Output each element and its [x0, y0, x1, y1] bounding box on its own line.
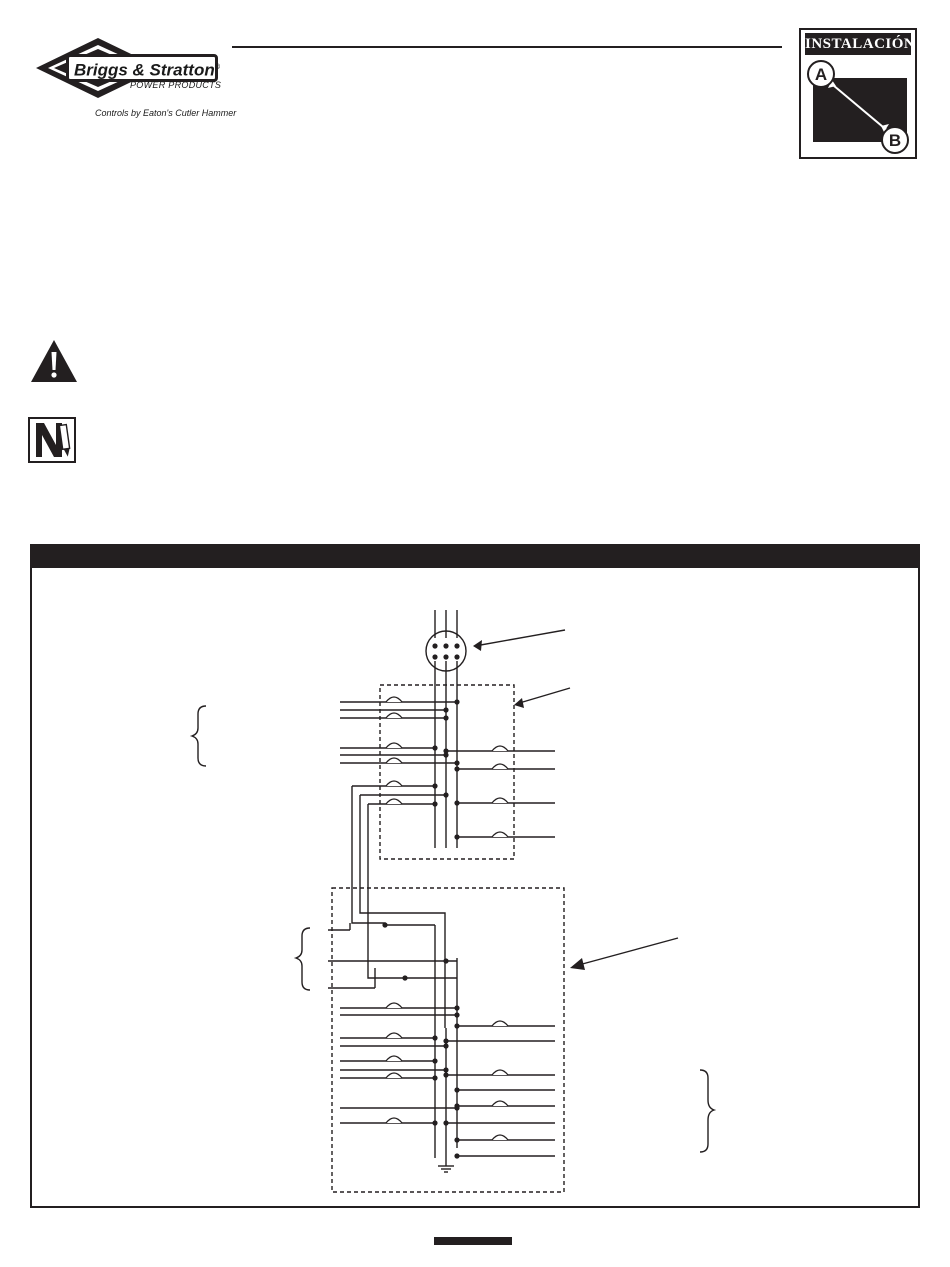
page-footer-bar [434, 1237, 512, 1245]
header-rule [232, 46, 782, 48]
badge-title: INSTALACIÓN [805, 33, 911, 55]
brand-subline: Controls by Eaton's Cutler Hammer [95, 108, 237, 118]
wiring-diagram [30, 568, 920, 1208]
point-b-label: B [888, 131, 902, 150]
brand-tagline: POWER PRODUCTS [130, 80, 222, 90]
left-brace-middle [296, 928, 310, 990]
figure-title-bar [30, 544, 920, 568]
left-brace-top [192, 706, 206, 766]
note-pencil-icon [28, 417, 76, 463]
brand-name: Briggs & Stratton® [66, 54, 218, 82]
point-a-label: A [814, 65, 828, 84]
warning-triangle-icon [30, 339, 78, 383]
a-to-b-icon [805, 58, 913, 156]
right-brace-bottom [700, 1070, 714, 1152]
